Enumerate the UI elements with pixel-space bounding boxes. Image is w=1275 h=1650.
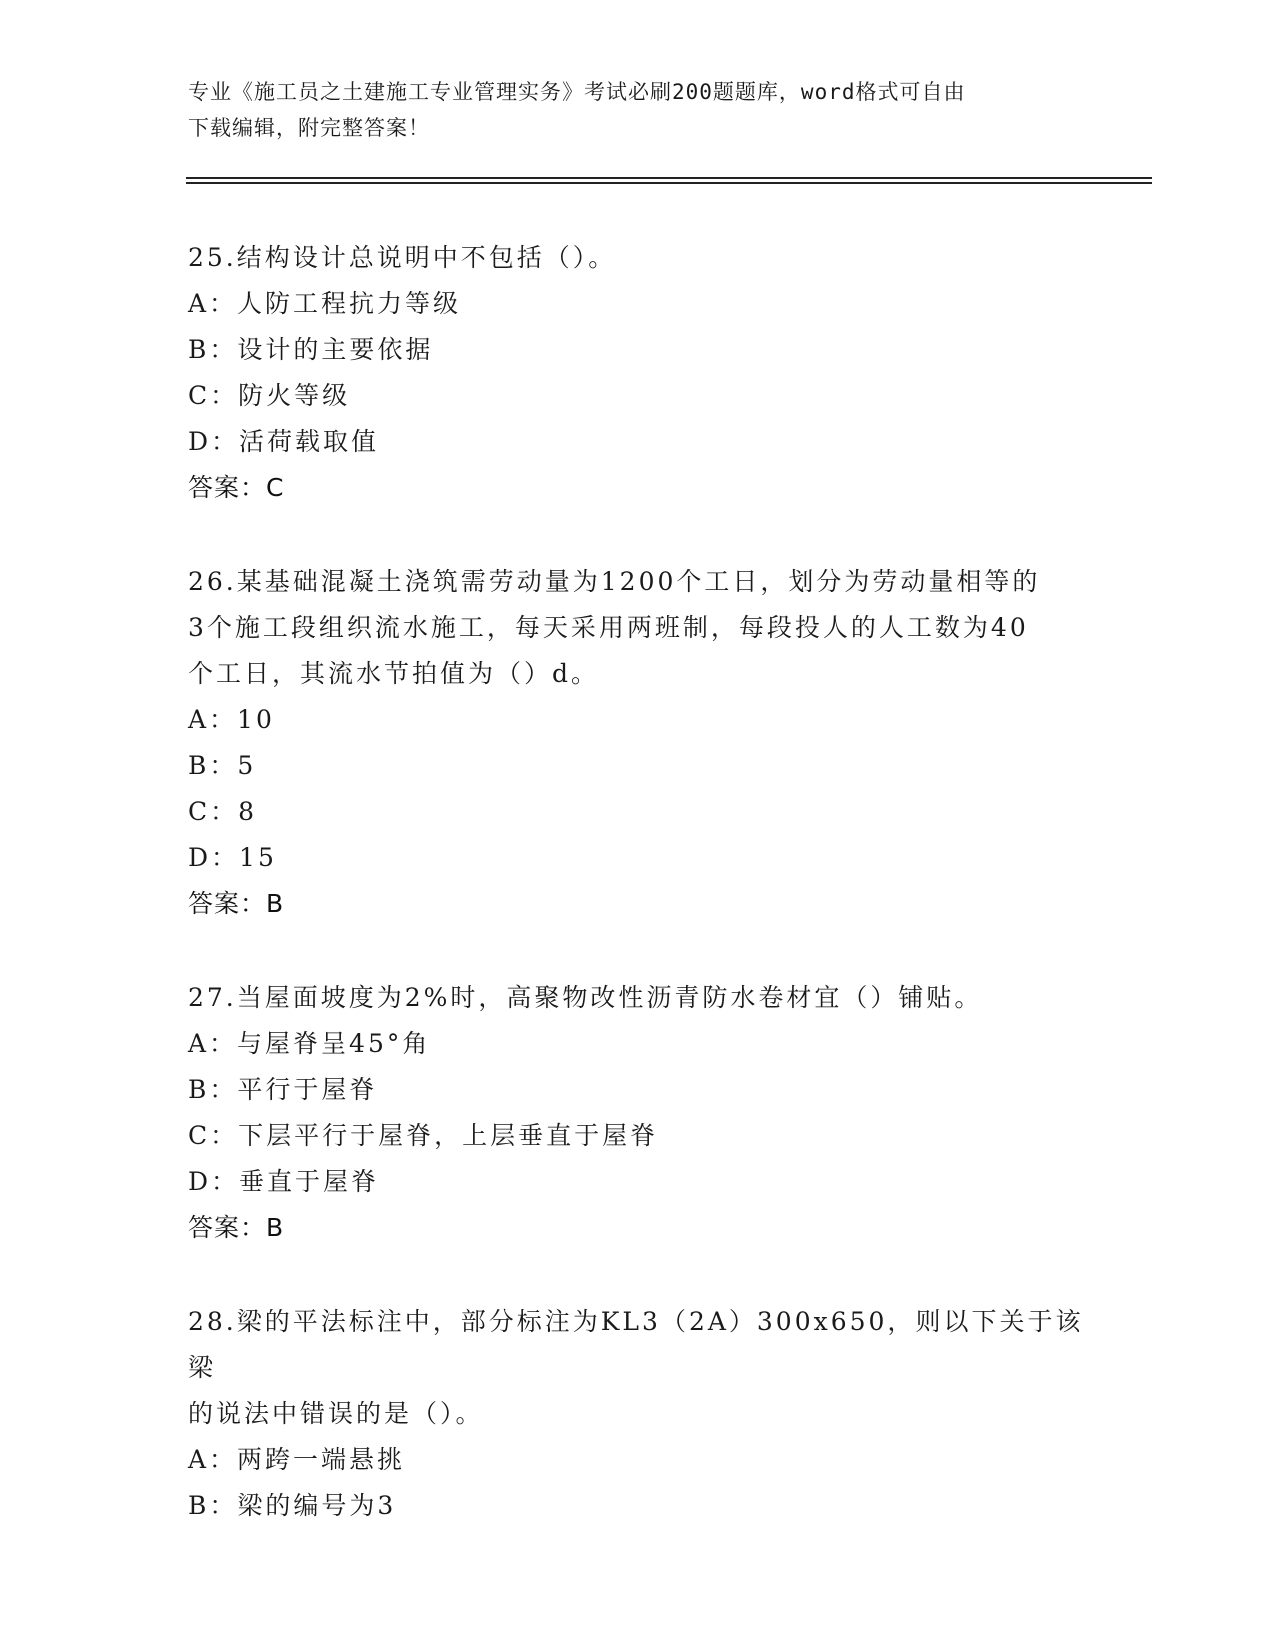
- option-b: B：梁的编号为3: [188, 1491, 397, 1520]
- header-line-1: 专业《施工员之土建施工专业管理实务》考试必刷200题题库，word格式可自由: [188, 80, 966, 104]
- option-d: D：垂直于屋脊: [188, 1167, 380, 1196]
- question-stem-line-3: 个工日，其流水节拍值为（）d。: [188, 659, 600, 688]
- document-header: [188, 74, 1068, 146]
- question-26: [188, 559, 1108, 927]
- option-b: B：平行于屋脊: [188, 1075, 378, 1104]
- option-b: B：5: [188, 751, 257, 780]
- option-d: D：15: [188, 843, 277, 872]
- question-stem-line-2: 的说法中错误的是（）。: [188, 1399, 484, 1428]
- option-d: D：活荷载取值: [188, 427, 380, 456]
- option-a: A：两跨一端悬挑: [188, 1445, 406, 1474]
- question-stem: 25.结构设计总说明中不包括（）。: [188, 243, 617, 272]
- answer-line: 答案：B: [188, 889, 285, 918]
- option-a: A：人防工程抗力等级: [188, 289, 462, 318]
- option-c: C：8: [188, 797, 258, 826]
- answer-line: 答案：B: [188, 1213, 285, 1242]
- answer-line: 答案：C: [188, 473, 285, 502]
- header-divider-bottom: [186, 182, 1152, 184]
- question-27: [188, 975, 1108, 1251]
- question-stem-line-1: 28.梁的平法标注中，部分标注为KL3（2A）300x650，则以下关于该梁: [188, 1307, 1084, 1382]
- header-line-2: 下载编辑，附完整答案！: [188, 116, 430, 140]
- option-a: A：10: [188, 705, 275, 734]
- option-a: A：与屋脊呈45°角: [188, 1029, 431, 1058]
- question-25: [188, 235, 1108, 511]
- option-c: C：下层平行于屋脊，上层垂直于屋脊: [188, 1121, 659, 1150]
- option-b: B：设计的主要依据: [188, 335, 434, 364]
- header-divider-top: [186, 177, 1152, 179]
- question-list: [188, 235, 1108, 1529]
- question-stem-line-2: 3个施工段组织流水施工，每天采用两班制，每段投人的人工数为40: [188, 613, 1029, 642]
- option-c: C：防火等级: [188, 381, 351, 410]
- question-28: [188, 1299, 1108, 1529]
- question-stem: 27.当屋面坡度为2%时，高聚物改性沥青防水卷材宜（）铺贴。: [188, 983, 983, 1012]
- question-stem-line-1: 26.某基础混凝土浇筑需劳动量为1200个工日，划分为劳动量相等的: [188, 567, 1041, 596]
